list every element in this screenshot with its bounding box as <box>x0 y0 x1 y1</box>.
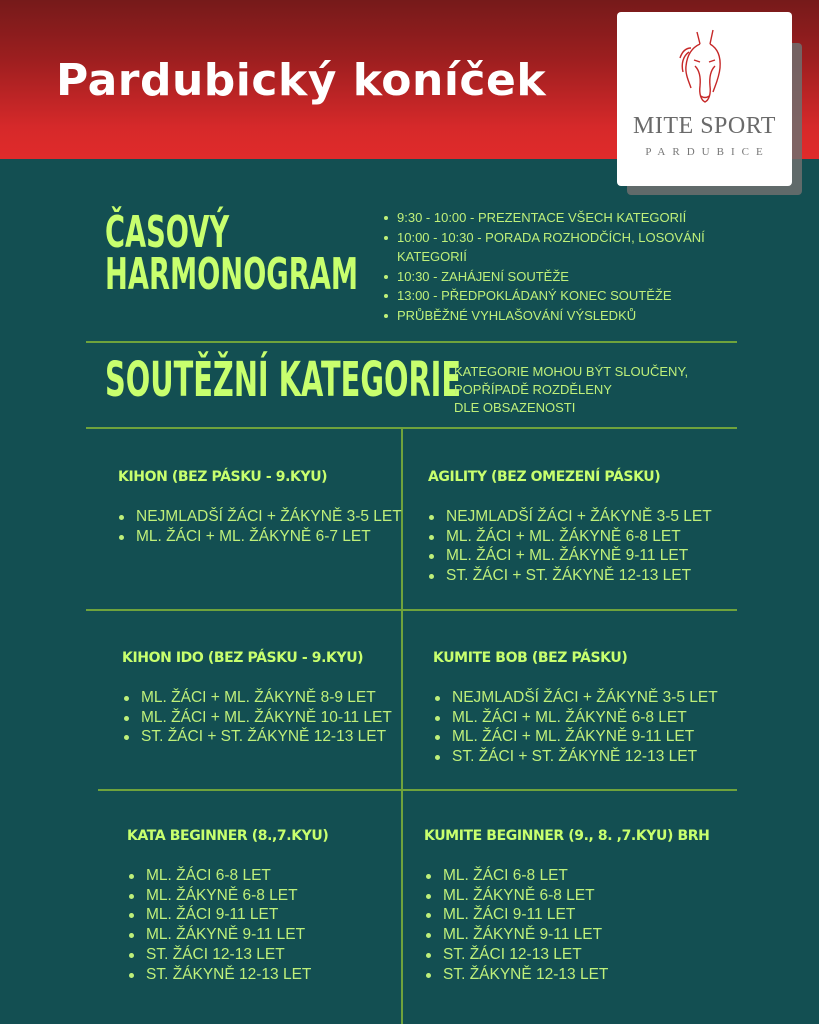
category-item: ML. ŽÁCI 6-8 LET <box>126 866 311 886</box>
category-item: ST. ŽÁKYNĚ 12-13 LET <box>423 965 608 985</box>
categories-note-line: POPŘÍPADĚ ROZDĚLENY <box>454 382 612 397</box>
horse-head-icon <box>677 26 732 106</box>
category-item: ST. ŽÁCI + ST. ŽÁKYNĚ 12-13 LET <box>426 566 712 586</box>
schedule-list <box>382 208 742 325</box>
categories-note-line: DLE OBSAZENOSTI <box>454 400 576 415</box>
schedule-item: 9:30 - 10:00 - PREZENTACE VŠECH KATEGORIÍ <box>382 208 742 228</box>
schedule-heading <box>105 207 358 300</box>
category-item: ML. ŽÁCI + ML. ŽÁKYNĚ 9-11 LET <box>426 546 712 566</box>
category-item: ML. ŽÁKYNĚ 6-8 LET <box>423 886 608 906</box>
category-title: AGILITY (BEZ OMEZENÍ PÁSKU) <box>428 469 661 485</box>
schedule-item: 10:00 - 10:30 - PORADA ROZHODČÍCH, LOSOVÁNÍ KATEGORIÍ <box>382 228 742 267</box>
page-title: Pardubický koníček <box>56 55 547 106</box>
category-list <box>426 507 712 586</box>
logo <box>617 12 792 186</box>
category-item: ST. ŽÁKYNĚ 12-13 LET <box>126 965 311 985</box>
category-list <box>121 688 392 747</box>
categories-note-line: KATEGORIE MOHOU BÝT SLOUČENY, <box>454 364 689 379</box>
categories-note <box>454 363 724 417</box>
category-item: ML. ŽÁCI 6-8 LET <box>423 866 608 886</box>
category-item: ML. ŽÁCI + ML. ŽÁKYNĚ 8-9 LET <box>121 688 392 708</box>
schedule-heading-line1: ČASOVÝ <box>105 207 230 258</box>
category-item: ML. ŽÁCI + ML. ŽÁKYNĚ 9-11 LET <box>432 727 718 747</box>
category-list <box>423 866 608 984</box>
category-item: ST. ŽÁCI 12-13 LET <box>126 945 311 965</box>
category-list <box>126 866 311 984</box>
category-list <box>116 507 402 546</box>
schedule-item: PRŮBĚŽNÉ VYHLAŠOVÁNÍ VÝSLEDKŮ <box>382 306 742 326</box>
category-item: ML. ŽÁCI + ML. ŽÁKYNĚ 6-8 LET <box>432 708 718 728</box>
divider <box>86 341 737 343</box>
divider <box>98 789 737 791</box>
category-item: ML. ŽÁCI + ML. ŽÁKYNĚ 6-7 LET <box>116 527 402 547</box>
logo-name: MITE SPORT <box>633 113 776 139</box>
category-item: ML. ŽÁKYNĚ 6-8 LET <box>126 886 311 906</box>
category-item: ML. ŽÁCI 9-11 LET <box>423 905 608 925</box>
category-item: ML. ŽÁKYNĚ 9-11 LET <box>423 925 608 945</box>
category-item: NEJMLADŠÍ ŽÁCI + ŽÁKYNĚ 3-5 LET <box>426 507 712 527</box>
schedule-item: 10:30 - ZAHÁJENÍ SOUTĚŽE <box>382 267 742 287</box>
category-item: ML. ŽÁKYNĚ 9-11 LET <box>126 925 311 945</box>
category-item: NEJMLADŠÍ ŽÁCI + ŽÁKYNĚ 3-5 LET <box>116 507 402 527</box>
categories-heading: SOUTĚŽNÍ KATEGORIE <box>105 352 462 408</box>
category-list <box>432 688 718 767</box>
schedule-item: 13:00 - PŘEDPOKLÁDANÝ KONEC SOUTĚŽE <box>382 286 742 306</box>
divider <box>86 609 737 611</box>
category-title: KIHON IDO (BEZ PÁSKU - 9.KYU) <box>122 650 364 666</box>
divider <box>86 427 737 429</box>
schedule-heading-line2: HARMONOGRAM <box>105 248 358 300</box>
category-item: ML. ŽÁCI 9-11 LET <box>126 905 311 925</box>
category-item: ST. ŽÁCI + ST. ŽÁKYNĚ 12-13 LET <box>432 747 718 767</box>
logo-city: PARDUBICE <box>645 146 770 158</box>
category-title: KIHON (BEZ PÁSKU - 9.KYU) <box>118 469 328 485</box>
category-item: NEJMLADŠÍ ŽÁCI + ŽÁKYNĚ 3-5 LET <box>432 688 718 708</box>
category-item: ML. ŽÁCI + ML. ŽÁKYNĚ 10-11 LET <box>121 708 392 728</box>
category-item: ST. ŽÁCI 12-13 LET <box>423 945 608 965</box>
category-item: ML. ŽÁCI + ML. ŽÁKYNĚ 6-8 LET <box>426 527 712 547</box>
category-title: KUMITE BEGINNER (9., 8. ,7.KYU) BRH <box>424 828 710 844</box>
category-title: KUMITE BOB (BEZ PÁSKU) <box>433 650 628 666</box>
category-item: ST. ŽÁCI + ST. ŽÁKYNĚ 12-13 LET <box>121 727 392 747</box>
category-title: KATA BEGINNER (8.,7.KYU) <box>127 828 329 844</box>
